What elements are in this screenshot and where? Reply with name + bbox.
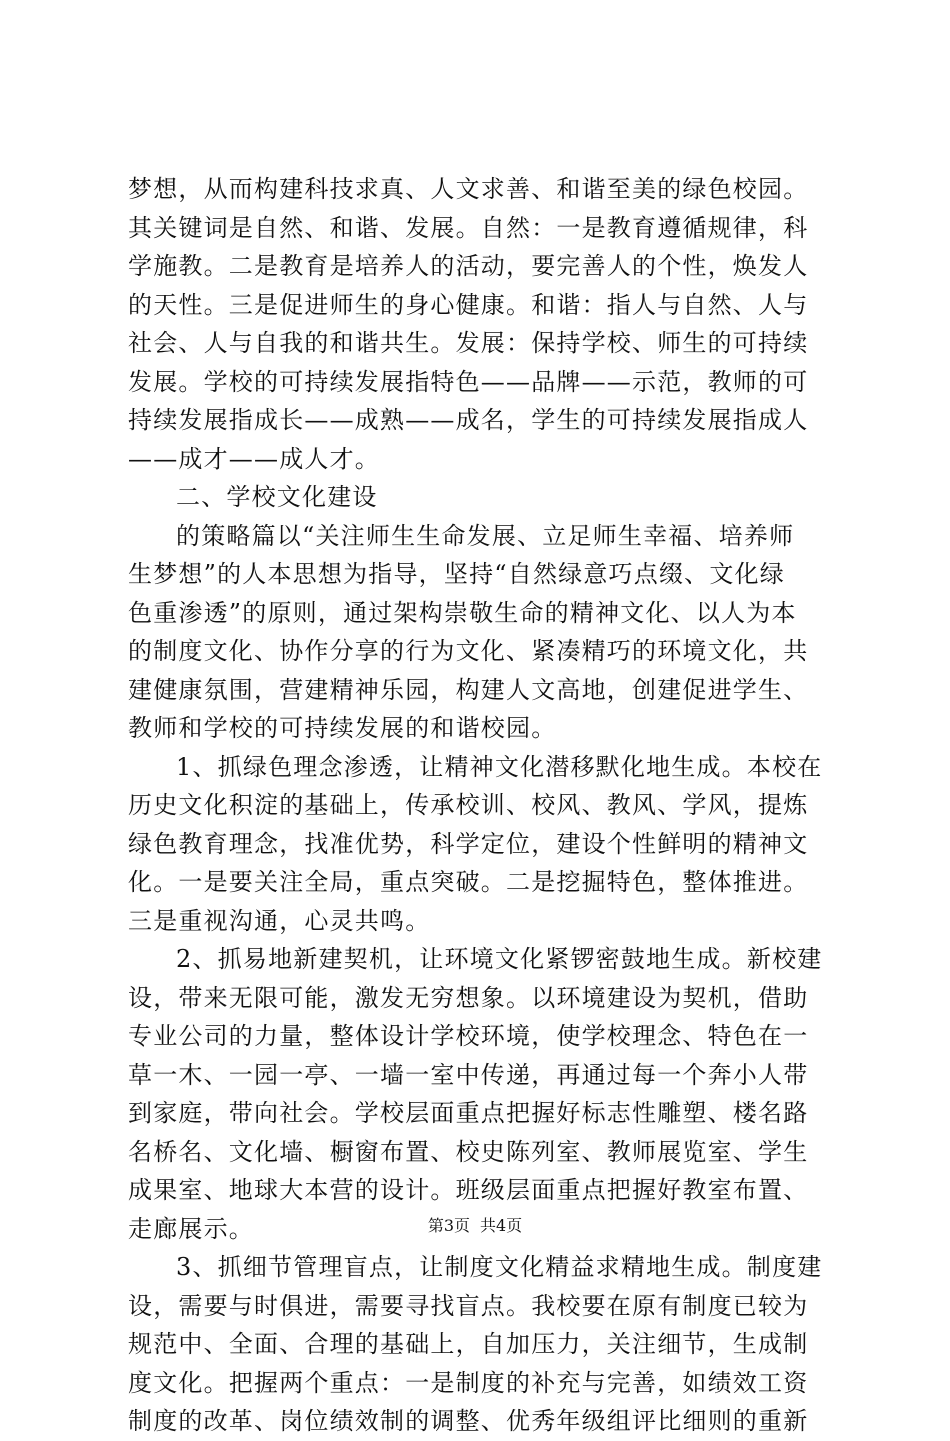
text-line: ——成才——成人才。 — [128, 444, 380, 473]
text-line: 成果室、地球大本营的设计。班级层面重点把握好教室布置、 — [128, 1176, 809, 1204]
text-line: 学施教。二是教育是培养人的活动，要完善人的个性，焕发人 — [128, 252, 809, 280]
paragraph-start: 的策略篇以“关注师生生命发展、立足师生幸福、培养师 — [176, 521, 795, 550]
text-line: 制度的改革、岗位绩效制的调整、优秀年级组评比细则的重新 — [128, 1407, 809, 1435]
text-line: 名桥名、文化墙、橱窗布置、校史陈列室、教师展览室、学生 — [128, 1137, 809, 1166]
paragraph-start: 1、抓绿色理念渗透，让精神文化潜移默化地生成。本校在 — [176, 752, 823, 781]
text-line: 草一木、一园一亭、一墙一室中传递，再通过每一个奔小人带 — [128, 1060, 809, 1089]
text-line: 梦想，从而构建科技求真、人文求善、和谐至美的绿色校园。 — [128, 175, 809, 203]
text-line: 度文化。把握两个重点：一是制度的补充与完善，如绩效工资 — [128, 1368, 809, 1397]
text-line: 社会、人与自我的和谐共生。发展：保持学校、师生的可持续 — [128, 329, 809, 357]
text-line: 历史文化积淀的基础上，传承校训、校风、教风、学风，提炼 — [128, 791, 809, 819]
text-line: 化。一是要关注全局，重点突破。二是挖掘特色，整体推进。 — [128, 868, 809, 896]
section-heading: 二、学校文化建设 — [176, 483, 378, 511]
paragraph-start: 3、抓细节管理盲点，让制度文化精益求精地生成。制度建 — [176, 1253, 823, 1281]
page-number: 第3页 — [427, 1216, 470, 1235]
text-line: 规范中、全面、合理的基础上，自加压力，关注细节，生成制 — [128, 1330, 809, 1358]
text-line: 走廊展示。 — [128, 1214, 254, 1243]
text-line: 绿色教育理念，找准优势，科学定位，建设个性鲜明的精神文 — [128, 829, 809, 858]
text-line: 教师和学校的可持续发展的和谐校园。 — [128, 714, 557, 742]
text-line: 色重渗透”的原则，通过架构崇敬生命的精神文化、以人为本 — [128, 598, 797, 627]
text-line: 其关键词是自然、和谐、发展。自然：一是教育遵循规律，科 — [128, 213, 809, 242]
text-line: 三是重视沟通，心灵共鸣。 — [128, 906, 431, 935]
text-line: 设，需要与时俱进，需要寻找盲点。我校要在原有制度已较为 — [128, 1291, 809, 1320]
text-line: 生梦想”的人本思想为指导，坚持“自然绿意巧点缀、文化绿 — [128, 560, 785, 588]
text-line: 到家庭，带向社会。学校层面重点把握好标志性雕塑、楼名路 — [128, 1099, 809, 1127]
text-line: 设，带来无限可能，激发无穷想象。以环境建设为契机，借助 — [128, 983, 809, 1012]
text-line: 发展。学校的可持续发展指特色——品牌——示范，教师的可 — [128, 367, 809, 396]
paragraph-start: 2、抓易地新建契机，让环境文化紧锣密鼓地生成。新校建 — [176, 945, 823, 973]
text-line: 的天性。三是促进师生的身心健康。和谐：指人与自然、人与 — [128, 290, 809, 319]
text-line: 的制度文化、协作分享的行为文化、紧凑精巧的环境文化，共 — [128, 637, 809, 665]
page-total: 共4页 — [480, 1216, 523, 1235]
document-body — [128, 170, 828, 1441]
page-footer — [0, 1215, 950, 1237]
text-line: 持续发展指成长——成熟——成名，学生的可持续发展指成人 — [128, 406, 809, 434]
text-line: 建健康氛围，营建精神乐园，构建人文高地，创建促进学生、 — [128, 675, 809, 704]
text-line: 专业公司的力量，整体设计学校环境，使学校理念、特色在一 — [128, 1022, 809, 1050]
